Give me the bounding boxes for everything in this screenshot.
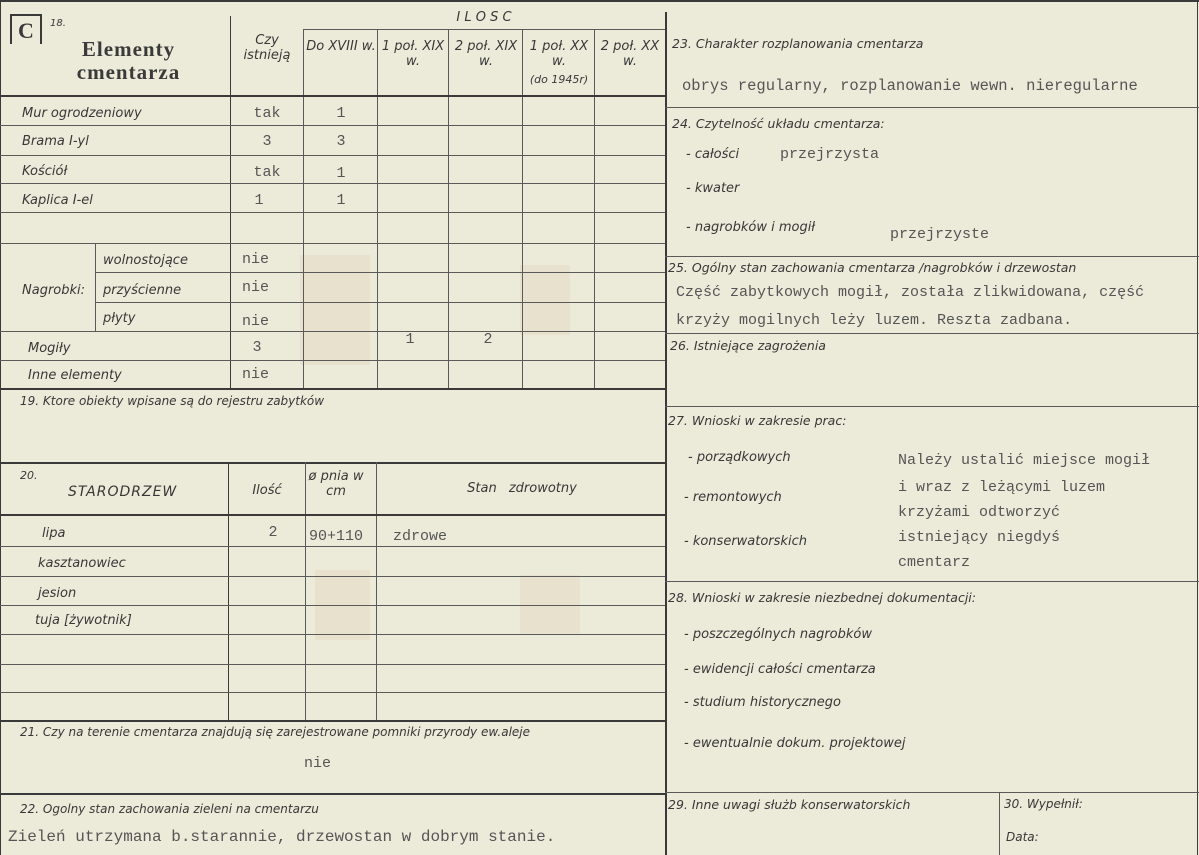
row-label-graves: Mogiły [28, 341, 71, 356]
row-label-other: Inne elementy [28, 368, 122, 383]
grid-line [0, 634, 665, 635]
section-27-text-line: Należy ustalić miejsce mogił [898, 452, 1151, 469]
section-27-text-line: krzyżami odtworzyć [898, 504, 1061, 521]
tree-name: lipa [42, 526, 66, 541]
section-20-number: 20. [20, 469, 38, 482]
section-24-tombs-value: przejrzyste [890, 226, 990, 243]
section-25-line-1: Część zabytkowych mogił, została zlikwidowana, część [676, 284, 1145, 301]
grid-line [376, 462, 377, 720]
grid-line [0, 388, 665, 390]
section-28-item: - studium historycznego [684, 695, 841, 710]
grid-line [0, 692, 665, 693]
column-divider [665, 12, 667, 855]
section-27-text-line: i wraz z leżącymi luzem [898, 479, 1106, 496]
row-label-wall-mounted: przyścienne [103, 283, 182, 298]
tree-health: zdrowe [393, 528, 448, 545]
grid-line [228, 462, 229, 720]
section-27-conservation: - konserwatorskich [684, 534, 807, 549]
section-28-item: - ewentualnie dokum. projektowej [684, 736, 906, 751]
section-20-title: STARODRZEW [68, 484, 178, 500]
value-exists: nie [242, 313, 270, 330]
col-header-1-xx-note: (do 1945r) [529, 73, 589, 86]
section-22-label: 22. Ogolny stan zachowania zieleni na cmentarzu [20, 802, 319, 816]
row-label-chapel: Kaplica I-el [22, 193, 93, 208]
col-header-health: Stan zdrowotny [467, 481, 577, 496]
grid-line [0, 212, 665, 213]
col-header-quantity: I L O S C [456, 10, 512, 25]
section-27-cleanup: - porządkowych [688, 450, 791, 465]
grid-line [305, 462, 306, 720]
section-21-value: nie [304, 755, 332, 772]
value-exists: nie [242, 279, 270, 296]
grid-line [0, 183, 665, 184]
value-exists: 1 [254, 192, 264, 209]
col-header-diameter: ø pnia w cm [308, 469, 364, 499]
col-header-1-xx: 1 poł. XX w. [529, 39, 589, 69]
grid-line [0, 546, 665, 547]
grid-line [0, 720, 665, 722]
section-21-label: 21. Czy na terenie cmentarza znajdują się zarejestrowane pomniki przyrody ew.aleje [20, 725, 531, 739]
grid-line [0, 576, 665, 577]
value-exists: tak [253, 105, 281, 122]
section-30-label: 30. Wypełnił: [1004, 797, 1083, 811]
grid-line [303, 29, 665, 30]
section-30-date: Data: [1006, 830, 1039, 844]
value-exists: 3 [262, 133, 272, 150]
col-header-1-xix: 1 poł. XIX w. [381, 39, 445, 69]
border-top [0, 0, 1199, 2]
nagrobki-label: Nagrobki: [22, 283, 86, 298]
section-23-value: obrys regularny, rozplanowanie wewn. nieregularne [682, 77, 1138, 95]
section-26-label: 26. Istniejące zagrożenia [670, 338, 826, 353]
value-2-xix: 2 [483, 331, 493, 348]
grid-line [665, 581, 1199, 582]
row-label-church: Kościół [22, 164, 68, 179]
section-27-text-line: istniejący niegdyś [898, 529, 1061, 546]
grid-line [95, 302, 665, 303]
grid-line [0, 462, 665, 464]
grid-line [377, 30, 378, 388]
tree-name: jesion [38, 586, 77, 601]
grid-line [0, 155, 665, 156]
grid-line [594, 30, 595, 388]
section-25-line-2: krzyży mogilnych leży luzem. Reszta zadbana. [676, 312, 1073, 329]
section-24-quarters: - kwater [686, 181, 740, 196]
value-exists: 3 [252, 339, 262, 356]
tree-qty: 2 [268, 524, 278, 541]
grid-line [665, 406, 1199, 407]
value-exists: nie [242, 251, 270, 268]
value-1-xix: 1 [405, 331, 415, 348]
section-28-item: - ewidencji całości cmentarza [684, 662, 876, 677]
grid-line [0, 793, 665, 795]
tree-name: tuja [żywotnik] [35, 613, 132, 628]
tree-diameter: 90+110 [309, 528, 364, 545]
value-xviii: 1 [336, 105, 346, 122]
grid-line [665, 333, 1199, 334]
col-header-exists: Czy istnieją [243, 33, 291, 63]
grid-line [95, 272, 665, 273]
section-23-label: 23. Charakter rozplanowania cmentarza [672, 36, 924, 51]
section-27-text-line: cmentarz [898, 554, 971, 571]
section-22-value: Zieleń utrzymana b.starannie, drzewostan w dobrym stanie. [8, 828, 556, 846]
grid-line [303, 30, 304, 388]
row-label-freestanding: wolnostojące [103, 253, 188, 268]
grid-line [0, 664, 665, 665]
section-letter-box: C [10, 14, 42, 44]
section-28-item: - poszczególnych nagrobków [684, 627, 872, 642]
grid-line [999, 792, 1000, 855]
grid-line [0, 605, 665, 606]
grid-line [0, 331, 665, 332]
row-label-gate: Brama I-yl [22, 134, 89, 149]
section-24-label: 24. Czytelność układu cmentarza: [672, 116, 885, 131]
value-exists: tak [253, 164, 281, 181]
value-xviii: 1 [336, 165, 346, 182]
grid-line [0, 95, 665, 97]
section-24-tombs: - nagrobków i mogił [686, 220, 816, 235]
tree-name: kasztanowiec [38, 556, 126, 571]
grid-line [230, 16, 231, 388]
grid-line [0, 360, 665, 361]
grid-line [95, 243, 96, 331]
section-18-number: 18. [50, 18, 66, 29]
col-header-xviii: Do XVIII w. [306, 39, 376, 54]
grid-line [665, 792, 1199, 793]
section-28-label: 28. Wnioski w zakresie niezbednej dokumentacji: [668, 590, 976, 605]
grid-line [665, 256, 1199, 257]
grid-line [0, 125, 665, 126]
section-19-label: 19. Ktore obiekty wpisane są do rejestru zabytków [20, 394, 325, 408]
col-header-2-xix: 2 poł. XIX w. [454, 39, 518, 69]
section-29-label: 29. Inne uwagi służb konserwatorskich [668, 797, 911, 812]
row-label-wall: Mur ogrodzeniowy [22, 106, 142, 121]
section-27-label: 27. Wnioski w zakresie prac: [668, 413, 847, 428]
section-24-whole-value: przejrzysta [780, 146, 880, 163]
section-25-label: 25. Ogólny stan zachowania cmentarza /nagrobków i drzewostan [668, 260, 1077, 275]
grid-line [665, 107, 1199, 108]
value-exists: nie [242, 366, 270, 383]
grid-line [448, 30, 449, 388]
border-left [0, 0, 1, 855]
grid-line [0, 514, 665, 516]
section-27-repair: - remontowych [684, 490, 782, 505]
section-24-whole: - całości [686, 147, 740, 162]
row-label-slabs: płyty [103, 311, 136, 326]
value-xviii: 3 [336, 133, 346, 150]
border-right [1197, 0, 1198, 855]
section-18-title: Elementy cmentarza [76, 37, 181, 85]
col-header-qty: Ilość [252, 483, 282, 498]
grid-line [522, 30, 523, 388]
value-xviii: 1 [336, 192, 346, 209]
paper-stain [520, 265, 570, 335]
grid-line [0, 243, 665, 244]
col-header-2-xx: 2 poł. XX w. [600, 39, 660, 69]
